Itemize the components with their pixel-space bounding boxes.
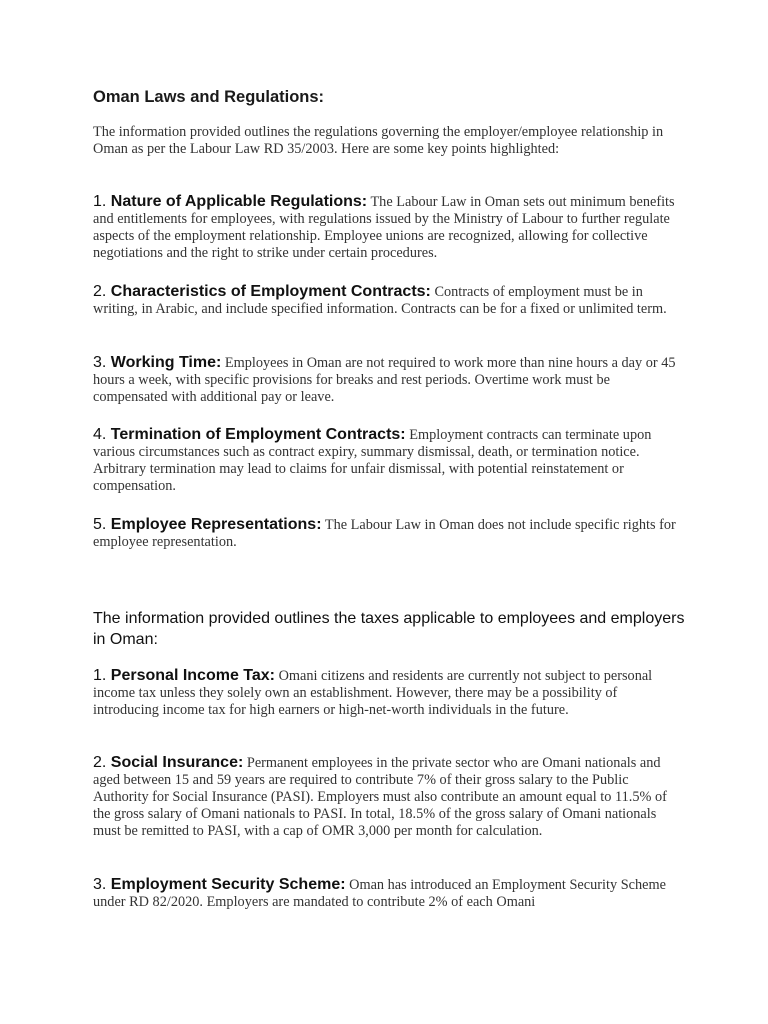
tax-item-1 xyxy=(93,667,683,719)
item-text: Employees in Oman are not required to work more than nine hours a day or 45 hours a week, with specific provisions for breaks and rest periods. Overtime work must be compensated with additional pay or leave. xyxy=(93,355,676,405)
intro-paragraph: The information provided outlines the regulations governing the employer/employee relationship in Oman as per the Labour Law RD 35/2003. Here are some key points highlighted: xyxy=(93,124,664,157)
item-number: 3. xyxy=(93,876,111,893)
item-text: Oman has introduced an Employment Security Scheme under RD 82/2020. Employers are mandated to contribute 2% of each Omani xyxy=(93,877,666,910)
item-heading: Nature of Applicable Regulations: xyxy=(110,193,368,210)
regulation-item-3 xyxy=(93,354,683,406)
item-number: 4. xyxy=(93,426,111,443)
item-number: 2. xyxy=(93,754,111,771)
item-heading: Working Time: xyxy=(110,354,222,371)
tax-item-2 xyxy=(93,754,683,840)
item-heading: Characteristics of Employment Contracts: xyxy=(110,283,431,300)
regulation-item-5 xyxy=(93,516,683,551)
item-text: The Labour Law in Oman sets out minimum benefits and entitlements for employees, with regulations issued by the Ministry of Labour to further regulate aspects of the employment relationship. Employee unions are recognized, allowing for collective negotiations and the right to strike under certain procedures. xyxy=(93,194,675,261)
item-text: Contracts of employment must be in writing, in Arabic, and include specified information. Contracts can be for a fixed or unlimited term. xyxy=(93,284,667,317)
item-heading: Employee Representations: xyxy=(110,516,322,533)
item-heading: Employment Security Scheme: xyxy=(110,876,346,893)
item-text: Omani citizens and residents are currently not subject to personal income tax unless they solely own an establishment. However, there may be a possibility of introducing income tax for high earners or high-net-worth individuals in the future. xyxy=(93,668,653,718)
tax-item-3 xyxy=(93,876,683,911)
item-text: Employment contracts can terminate upon various circumstances such as contract expiry, summary dismissal, death, or termination notice. Arbitrary termination may lead to claims for unfair dismissal, with potential reinstatement or compensation. xyxy=(93,427,652,494)
item-number: 1. xyxy=(93,193,111,210)
regulation-item-2 xyxy=(93,283,683,318)
document-title: Oman Laws and Regulations: xyxy=(93,88,325,106)
item-number: 1. xyxy=(93,667,111,684)
item-number: 5. xyxy=(93,516,111,533)
tax-intro-paragraph: The information provided outlines the taxes applicable to employees and employers in Oman: xyxy=(93,610,685,648)
item-heading: Social Insurance: xyxy=(110,754,244,771)
regulation-item-4 xyxy=(93,426,683,495)
regulation-item-1 xyxy=(93,193,683,262)
item-number: 3. xyxy=(93,354,111,371)
item-text: The Labour Law in Oman does not include specific rights for employee representation. xyxy=(93,517,676,550)
item-heading: Termination of Employment Contracts: xyxy=(110,426,406,443)
item-heading: Personal Income Tax: xyxy=(110,667,275,684)
item-number: 2. xyxy=(93,283,111,300)
item-text: Permanent employees in the private sector who are Omani nationals and aged between 15 and 59 years are required to contribute 7% of their gross salary to the Public Authority for Social Insurance (PASI). Employers must also contribute an amount equal to 11.5% of the gross salary of Omani nationals to PASI. In total, 18.5% of the gross salary of Omani nationals must be remitted to PASI, with a cap of OMR 3,000 per month for calculation. xyxy=(93,755,667,839)
